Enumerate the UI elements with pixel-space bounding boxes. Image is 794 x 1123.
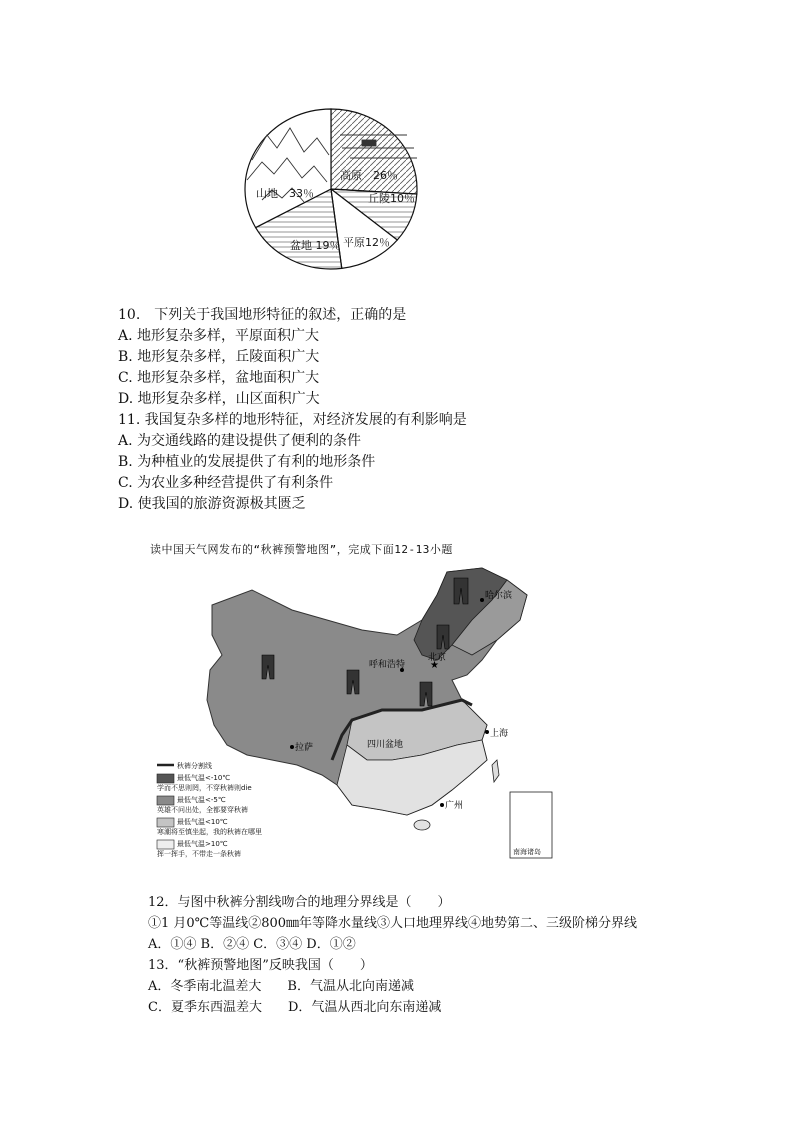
legend-1a: 最低气温<-10℃ <box>177 774 231 782</box>
guangzhou-dot <box>440 803 444 807</box>
label-mountain: 山地 33％ <box>256 187 314 200</box>
q12-stem: 12．与图中秋裤分割线吻合的地理分界线是（ ） <box>148 895 451 910</box>
legend-2a: 最低气温<-5℃ <box>177 796 226 804</box>
legend-3b: 寒潮将至慎坐起，我的秋裤在哪里 <box>157 828 262 836</box>
q11-option-d: D. 使我国的旅游资源极其匮乏 <box>118 496 306 512</box>
legend-4a: 最低气温>10℃ <box>177 840 228 848</box>
q12-options: A．①④ B．②④ C．③④ D．①② <box>148 937 356 952</box>
china-map-svg <box>152 560 564 862</box>
terrain-pie-svg <box>232 100 430 278</box>
city-harbin: 哈尔滨 <box>485 591 513 601</box>
q12-statements: ①1 月0℃等温线②800㎜年等降水量线③人口地理界线④地势第二、三级阶梯分界线 <box>148 916 638 931</box>
q13-options-row2: C．夏季东西温差大 D．气温从西北向东南递减 <box>148 1000 442 1015</box>
q11-option-b: B. 为种植业的发展提供了有利的地形条件 <box>118 454 376 470</box>
q13-stem: 13．“秋裤预警地图”反映我国（ ） <box>148 958 373 973</box>
legend-1b: 学而不思则罔，不穿秋裤则die <box>157 784 252 792</box>
inset-label: 南海诸岛 <box>513 848 541 856</box>
terrain-pie-chart <box>232 100 430 278</box>
legend-line: 秋裤分割线 <box>177 762 212 770</box>
legend-3a: 最低气温<10℃ <box>177 818 228 826</box>
label-plain: 平原12％ <box>343 236 390 249</box>
label-plateau: 高原 26％ <box>340 169 398 182</box>
q11-option-c: C. 为农业多种经营提供了有利条件 <box>118 475 334 491</box>
city-guangzhou: 广州 <box>445 801 464 811</box>
q11-stem: 11. 我国复杂多样的地形特征，对经济发展的有利影响是 <box>118 412 467 428</box>
shanghai-dot <box>485 730 489 734</box>
city-sichuan-basin: 四川盆地 <box>367 740 404 750</box>
label-hill: 丘陵10％ <box>368 192 415 205</box>
beijing-star-icon: ★ <box>430 660 439 671</box>
q13-options-row1: A．冬季南北温差大 B．气温从北向南递减 <box>148 979 414 994</box>
map-legend <box>157 761 262 859</box>
legend-2b: 英雄不问出处，全都要穿秋裤 <box>157 806 248 814</box>
harbin-dot <box>480 598 484 602</box>
hainan <box>414 820 430 830</box>
q10-option-a: A. 地形复杂多样，平原面积广大 <box>118 328 320 344</box>
q11-option-a: A. 为交通线路的建设提供了便利的条件 <box>118 433 362 449</box>
city-huhehaote: 呼和浩特 <box>369 660 406 670</box>
china-long-johns-map <box>152 560 564 862</box>
q10-option-c: C. 地形复杂多样，盆地面积广大 <box>118 370 320 386</box>
taiwan <box>492 760 499 782</box>
map-intro-text: 读中国天气网发布的“秋裤预警地图”，完成下面12-13小题 <box>150 543 453 556</box>
q10-option-d: D. 地形复杂多样，山区面积广大 <box>118 391 320 407</box>
city-shanghai: 上海 <box>490 729 509 739</box>
city-beijing: 北京 <box>428 653 447 663</box>
q10-stem: 10. 下列关于我国地形特征的叙述，正确的是 <box>118 307 407 323</box>
lhasa-dot <box>290 745 294 749</box>
city-lhasa: 拉萨 <box>295 743 314 753</box>
q10-option-b: B. 地形复杂多样，丘陵面积广大 <box>118 349 320 365</box>
legend-4b: 挥一挥手，不带走一条秋裤 <box>157 850 241 858</box>
label-basin: 盆地 19％ <box>290 239 341 252</box>
